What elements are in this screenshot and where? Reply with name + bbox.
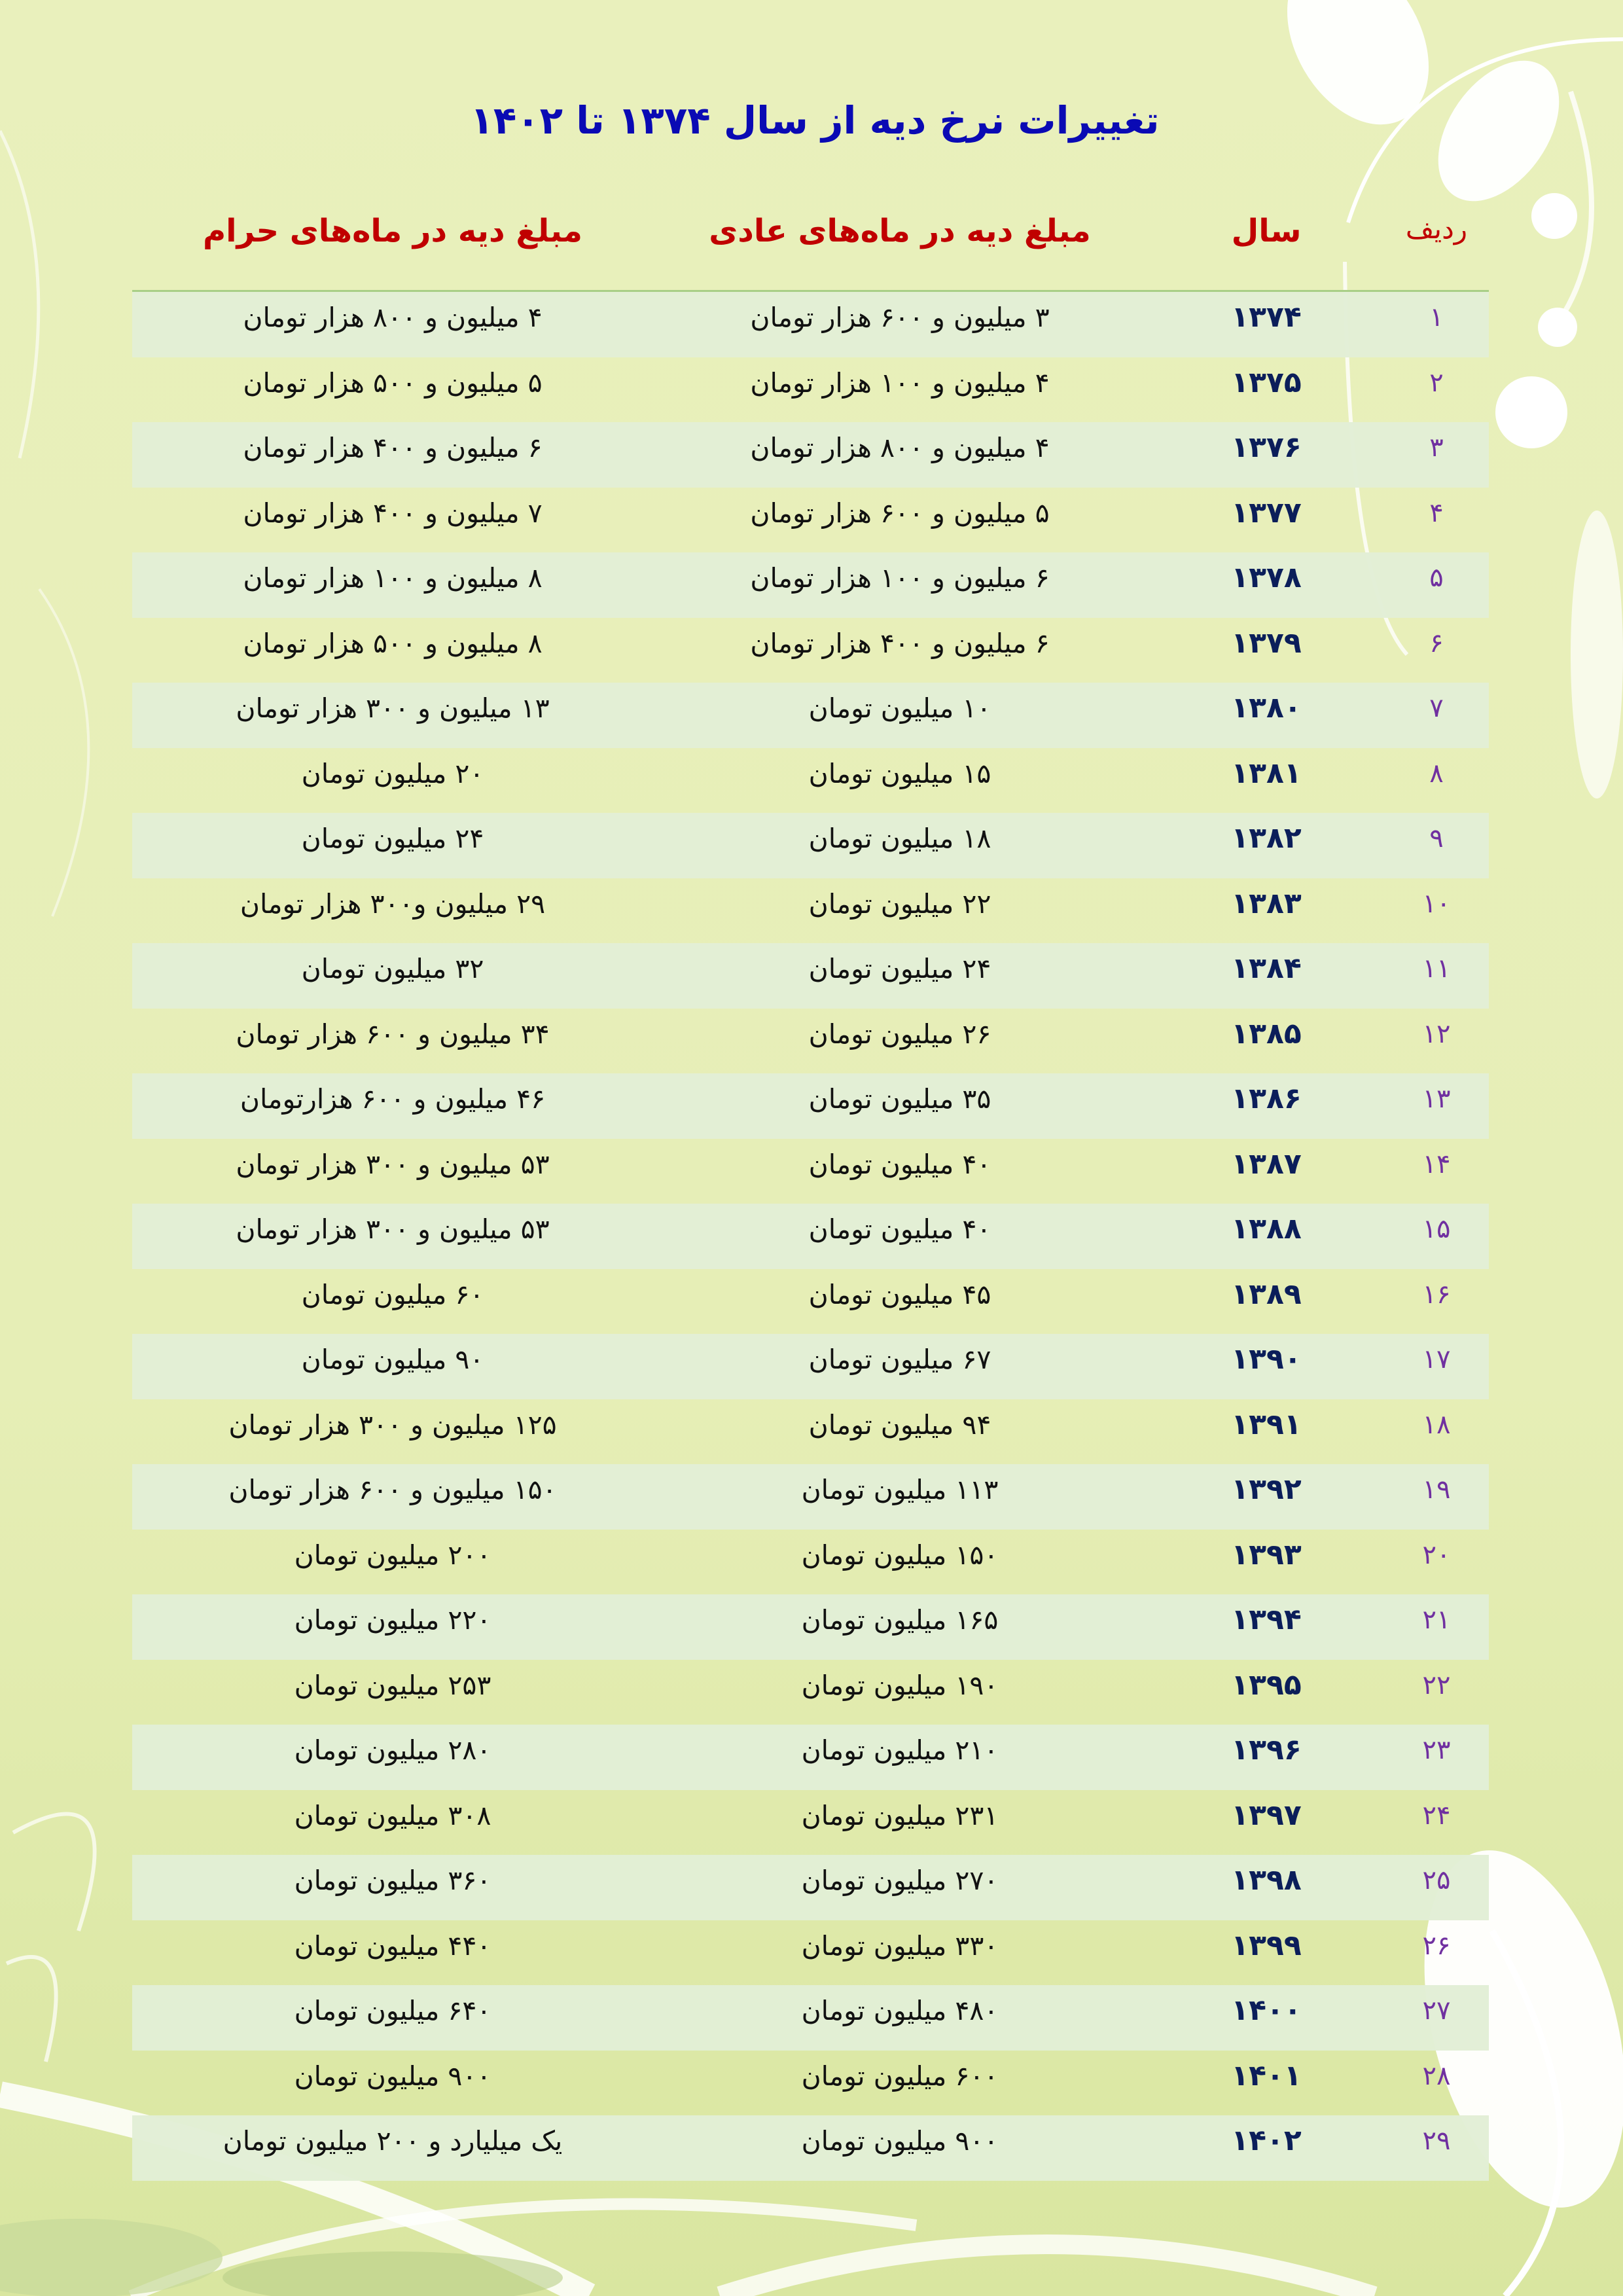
row-number: ۲۶	[1422, 1930, 1451, 1961]
normal-amount-cell: ۴۰ میلیون تومان	[808, 1213, 991, 1245]
table-row	[132, 1399, 1489, 1465]
haram-amount-cell: ۱۲۵ میلیون و ۳۰۰ هزار تومان	[228, 1408, 557, 1441]
normal-amount-cell: ۹۴ میلیون تومان	[808, 1408, 991, 1441]
row-number: ۴	[1429, 497, 1444, 528]
haram-amount-cell: ۱۵۰ میلیون و ۶۰۰ هزار تومان	[228, 1474, 557, 1505]
haram-amount-cell: ۸ میلیون و ۱۰۰ هزار تومان	[243, 562, 543, 594]
year-cell: ۱۳۹۶	[1231, 1733, 1302, 1767]
haram-amount-cell: ۲۲۰ میلیون تومان	[294, 1604, 491, 1636]
table-row	[132, 943, 1489, 1009]
row-number: ۶	[1429, 628, 1444, 658]
normal-amount-cell: ۱۵ میلیون تومان	[808, 757, 991, 789]
normal-amount-cell: ۱۱۳ میلیون تومان	[801, 1474, 999, 1505]
year-cell: ۱۳۹۳	[1231, 1537, 1302, 1571]
header-row-number: ردیف	[1405, 213, 1468, 245]
normal-amount-cell: ۱۰ میلیون تومان	[808, 692, 991, 724]
row-number: ۱۳	[1422, 1084, 1451, 1114]
normal-amount-cell: ۱۵۰ میلیون تومان	[801, 1539, 999, 1571]
row-number: ۱۴	[1422, 1149, 1451, 1179]
row-number: ۹	[1429, 823, 1444, 853]
table-row	[132, 2115, 1489, 2181]
diyeh-rates-table	[132, 290, 1489, 2181]
row-number: ۲۹	[1422, 2126, 1451, 2156]
year-cell: ۱۳۸۶	[1231, 1082, 1302, 1115]
table-row	[132, 1920, 1489, 1986]
table-row	[132, 748, 1489, 814]
row-number: ۵	[1429, 563, 1444, 593]
table-row	[132, 1269, 1489, 1335]
table-row	[132, 422, 1489, 488]
row-number: ۱۰	[1422, 888, 1451, 919]
haram-amount-cell: ۴۴۰ میلیون تومان	[294, 1929, 491, 1962]
year-cell: ۱۳۷۷	[1231, 495, 1302, 529]
table-row	[132, 488, 1489, 553]
table-row	[132, 2051, 1489, 2116]
page-title: تغییرات نرخ دیه از سال ۱۳۷۴ تا ۱۴۰۲	[470, 98, 1160, 143]
haram-amount-cell: ۷ میلیون و ۴۰۰ هزار تومان	[243, 497, 543, 529]
row-number: ۲۱	[1422, 1605, 1451, 1635]
table-row	[132, 1530, 1489, 1595]
haram-amount-cell: ۲۸۰ میلیون تومان	[294, 1734, 491, 1766]
table-row	[132, 683, 1489, 748]
normal-amount-cell: ۵ میلیون و ۶۰۰ هزار تومان	[750, 497, 1050, 529]
row-number: ۲	[1429, 367, 1444, 398]
normal-amount-cell: ۳۳۰ میلیون تومان	[801, 1929, 999, 1962]
row-number: ۸	[1429, 758, 1444, 789]
table-row	[132, 1073, 1489, 1139]
year-cell: ۱۳۹۵	[1231, 1668, 1302, 1702]
year-cell: ۱۳۹۰	[1231, 1342, 1302, 1376]
row-number: ۲۰	[1422, 1539, 1451, 1570]
haram-amount-cell: ۲۵۳ میلیون تومان	[294, 1669, 491, 1701]
normal-amount-cell: ۲۲ میلیون تومان	[808, 888, 991, 920]
normal-amount-cell: ۲۷۰ میلیون تومان	[801, 1865, 999, 1896]
year-cell: ۱۴۰۲	[1231, 2124, 1302, 2157]
normal-amount-cell: ۲۶ میلیون تومان	[808, 1018, 991, 1050]
haram-amount-cell: ۸ میلیون و ۵۰۰ هزار تومان	[243, 627, 543, 659]
table-row	[132, 1660, 1489, 1725]
normal-amount-cell: ۱۹۰ میلیون تومان	[801, 1669, 999, 1701]
haram-amount-cell: ۳۴ میلیون و ۶۰۰ هزار تومان	[236, 1018, 550, 1050]
row-number: ۳	[1429, 433, 1444, 463]
normal-amount-cell: ۴ میلیون و ۸۰۰ هزار تومان	[750, 432, 1050, 463]
table-row	[132, 357, 1489, 423]
row-number: ۱۷	[1422, 1344, 1451, 1374]
row-number: ۱۸	[1422, 1409, 1451, 1440]
haram-amount-cell: ۲۰ میلیون تومان	[301, 757, 484, 789]
table-row	[132, 1464, 1489, 1530]
year-cell: ۱۳۸۷	[1231, 1147, 1302, 1181]
haram-amount-cell: ۶۴۰ میلیون تومان	[294, 1995, 491, 2026]
haram-amount-cell: ۱۳ میلیون و ۳۰۰ هزار تومان	[236, 692, 550, 724]
haram-amount-cell: ۴۶ میلیون و ۶۰۰ هزارتومان	[240, 1083, 546, 1115]
haram-amount-cell: ۳۶۰ میلیون تومان	[294, 1865, 491, 1896]
header-haram-months: مبلغ دیه در ماه‌های حرام	[202, 213, 583, 249]
haram-amount-cell: ۵۳ میلیون و ۳۰۰ هزار تومان	[236, 1148, 550, 1180]
year-cell: ۱۳۹۴	[1231, 1603, 1302, 1636]
row-number: ۲۵	[1422, 1865, 1451, 1895]
normal-amount-cell: ۴۸۰ میلیون تومان	[801, 1995, 999, 2026]
table-row	[132, 1790, 1489, 1856]
year-cell: ۱۳۸۵	[1231, 1016, 1302, 1050]
table-row	[132, 292, 1489, 357]
year-cell: ۱۳۸۲	[1231, 821, 1302, 855]
table-row	[132, 618, 1489, 683]
haram-amount-cell: ۲۹ میلیون و۳۰۰ هزار تومان	[240, 888, 546, 920]
haram-amount-cell: یک میلیارد و ۲۰۰ میلیون تومان	[223, 2125, 563, 2157]
haram-amount-cell: ۲۰۰ میلیون تومان	[294, 1539, 491, 1571]
row-number: ۲۲	[1422, 1670, 1451, 1700]
normal-amount-cell: ۴۰ میلیون تومان	[808, 1148, 991, 1180]
normal-amount-cell: ۶۰۰ میلیون تومان	[801, 2060, 999, 2092]
haram-amount-cell: ۹۰ میلیون تومان	[301, 1344, 484, 1375]
year-cell: ۱۳۸۴	[1231, 952, 1302, 985]
table-row	[132, 1009, 1489, 1074]
haram-amount-cell: ۳۲ میلیون تومان	[301, 953, 484, 984]
year-cell: ۱۳۷۹	[1231, 626, 1302, 660]
year-cell: ۱۳۹۹	[1231, 1928, 1302, 1962]
header-normal-months: مبلغ دیه در ماه‌های عادی	[709, 213, 1091, 249]
row-number: ۲۸	[1422, 2060, 1451, 2091]
normal-amount-cell: ۲۱۰ میلیون تومان	[801, 1734, 999, 1766]
table-row	[132, 1204, 1489, 1269]
row-number: ۱۵	[1422, 1214, 1451, 1244]
normal-amount-cell: ۶ میلیون و ۱۰۰ هزار تومان	[750, 562, 1050, 594]
year-cell: ۱۳۹۷	[1231, 1798, 1302, 1832]
table-row	[132, 813, 1489, 878]
table-row	[132, 1725, 1489, 1790]
normal-amount-cell: ۳۵ میلیون تومان	[808, 1083, 991, 1115]
haram-amount-cell: ۵ میلیون و ۵۰۰ هزار تومان	[243, 367, 543, 399]
row-number: ۱۲	[1422, 1018, 1451, 1049]
normal-amount-cell: ۴ میلیون و ۱۰۰ هزار تومان	[750, 367, 1050, 399]
year-cell: ۱۳۹۸	[1231, 1863, 1302, 1897]
year-cell: ۱۳۹۱	[1231, 1407, 1302, 1441]
row-number: ۷	[1429, 693, 1444, 723]
normal-amount-cell: ۲۴ میلیون تومان	[808, 953, 991, 984]
row-number: ۲۴	[1422, 1800, 1451, 1831]
table-header	[132, 213, 1489, 265]
year-cell: ۱۴۰۰	[1231, 1994, 1302, 2027]
normal-amount-cell: ۶ میلیون و ۴۰۰ هزار تومان	[750, 627, 1050, 659]
year-cell: ۱۳۸۱	[1231, 756, 1302, 790]
row-number: ۲۳	[1422, 1735, 1451, 1765]
year-cell: ۱۳۷۴	[1231, 300, 1302, 334]
table-row	[132, 1855, 1489, 1920]
row-number: ۱	[1429, 302, 1444, 332]
haram-amount-cell: ۶۰ میلیون تومان	[301, 1278, 484, 1310]
year-cell: ۱۳۷۸	[1231, 561, 1302, 594]
table-row	[132, 878, 1489, 944]
year-cell: ۱۴۰۱	[1231, 2058, 1302, 2092]
normal-amount-cell: ۱۶۵ میلیون تومان	[801, 1604, 999, 1636]
row-number: ۱۶	[1422, 1279, 1451, 1310]
normal-amount-cell: ۹۰۰ میلیون تومان	[801, 2125, 999, 2157]
table-row	[132, 1334, 1489, 1399]
year-cell: ۱۳۷۵	[1231, 365, 1302, 399]
year-cell: ۱۳۸۳	[1231, 886, 1302, 920]
table-row	[132, 1139, 1489, 1204]
table-row	[132, 1985, 1489, 2051]
haram-amount-cell: ۹۰۰ میلیون تومان	[294, 2060, 491, 2092]
header-year: سال	[1231, 213, 1302, 249]
normal-amount-cell: ۴۵ میلیون تومان	[808, 1278, 991, 1310]
year-cell: ۱۳۹۲	[1231, 1473, 1302, 1506]
normal-amount-cell: ۲۳۱ میلیون تومان	[801, 1799, 999, 1831]
haram-amount-cell: ۴ میلیون و ۸۰۰ هزار تومان	[243, 302, 543, 333]
row-number: ۱۱	[1422, 954, 1451, 984]
haram-amount-cell: ۳۰۸ میلیون تومان	[294, 1799, 491, 1831]
normal-amount-cell: ۱۸ میلیون تومان	[808, 823, 991, 854]
year-cell: ۱۳۷۶	[1231, 431, 1302, 464]
row-number: ۱۹	[1422, 1475, 1451, 1505]
row-number: ۲۷	[1422, 1996, 1451, 2026]
normal-amount-cell: ۶۷ میلیون تومان	[808, 1344, 991, 1375]
table-row	[132, 1594, 1489, 1660]
haram-amount-cell: ۶ میلیون و ۴۰۰ هزار تومان	[243, 432, 543, 463]
year-cell: ۱۳۸۹	[1231, 1277, 1302, 1311]
haram-amount-cell: ۲۴ میلیون تومان	[301, 823, 484, 854]
haram-amount-cell: ۵۳ میلیون و ۳۰۰ هزار تومان	[236, 1213, 550, 1245]
year-cell: ۱۳۸۸	[1231, 1212, 1302, 1246]
table-row	[132, 552, 1489, 618]
year-cell: ۱۳۸۰	[1231, 691, 1302, 725]
normal-amount-cell: ۳ میلیون و ۶۰۰ هزار تومان	[750, 302, 1050, 333]
